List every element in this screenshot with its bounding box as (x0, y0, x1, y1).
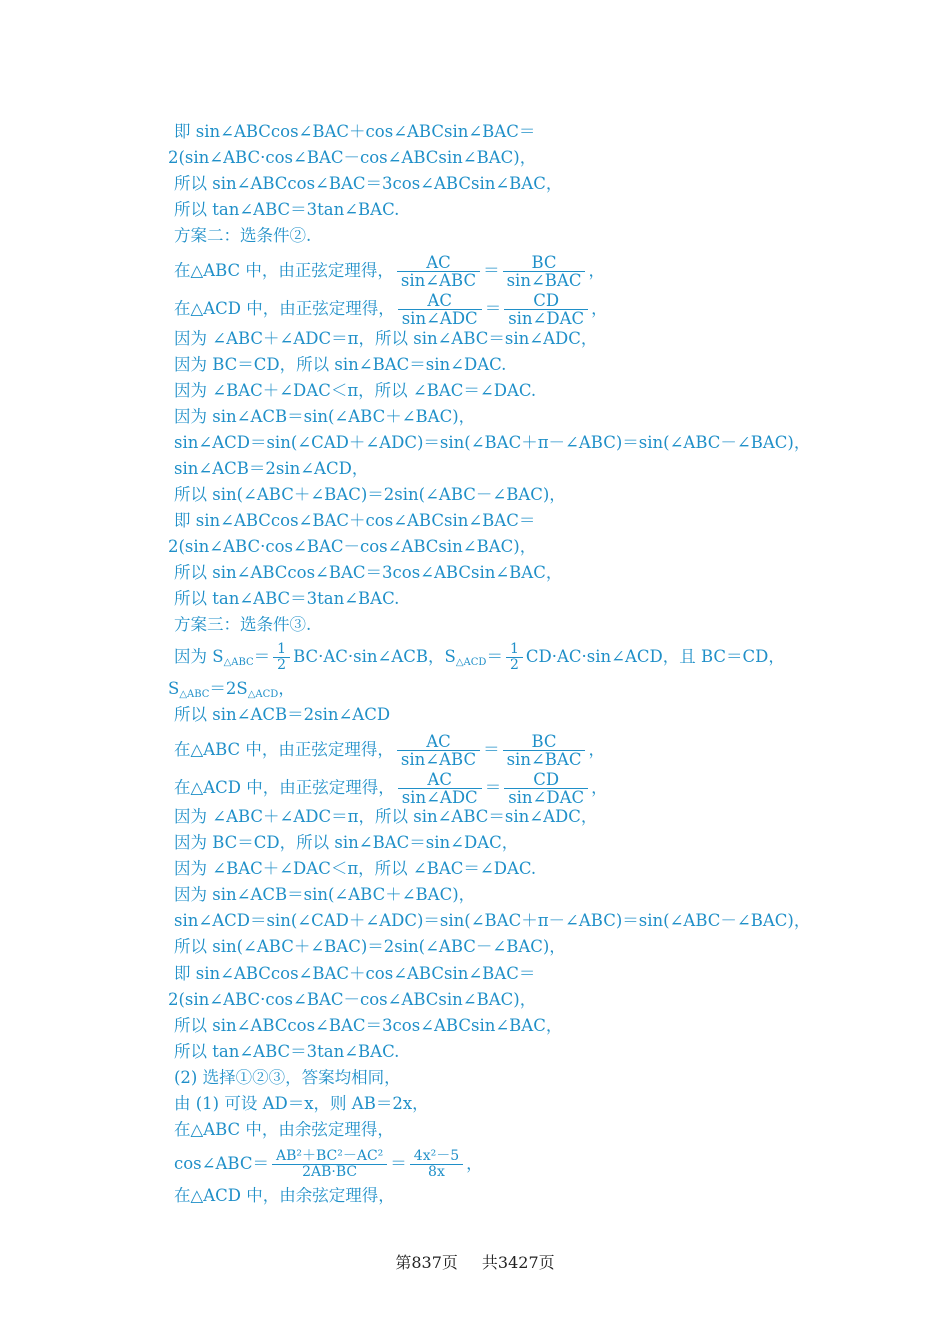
text-line: 因为 sin∠ACB＝sin(∠ABC＋∠BAC)， (174, 407, 476, 426)
fraction (504, 771, 588, 806)
subscript: △ABC (179, 689, 210, 700)
fraction-denominator: sin∠ADC (398, 788, 482, 806)
fraction-denominator: 2AB·BC (272, 1164, 387, 1180)
equation-prefix: 在△ACD 中，由正弦定理得， (174, 299, 395, 318)
fraction (397, 254, 480, 289)
subscript: △ACD (455, 657, 487, 668)
text-line: 因为 sin∠ACB＝sin(∠ABC＋∠BAC)， (174, 885, 476, 904)
text-line: 因为 BC＝CD，所以 sin∠BAC＝sin∠DAC. (174, 355, 507, 374)
fraction-denominator: sin∠BAC (503, 271, 586, 289)
fraction-equation-line: 在△ACD 中，由正弦定理得， $\frac{AC}{\text{sin∠ADC}}$ ＝ $\frac{CD}{\text{sin∠DAC}}$ ， (174, 770, 608, 807)
text-line: 因为 ∠ABC＋∠ADC＝π，所以 sin∠ABC＝sin∠ADC， (174, 807, 598, 826)
equation-suffix: ， (466, 1154, 483, 1173)
text-line: sin∠ACD＝sin(∠CAD＋∠ADC)＝sin(∠BAC＋π－∠ABC)＝sin(∠ABC－∠BAC)， (174, 433, 811, 452)
equation-text: ＝2S (209, 679, 248, 698)
fraction (503, 254, 586, 289)
fraction-numerator: AB²＋BC²－AC² (275, 1148, 384, 1164)
equation-suffix: ， (588, 261, 605, 280)
subscript: △ABC (223, 657, 254, 668)
fraction-numerator: CD (533, 770, 560, 789)
text-line: 因为 BC＝CD，所以 sin∠BAC＝sin∠DAC， (174, 833, 519, 852)
fraction-numerator: AC (426, 253, 451, 272)
text-line: 即 sin∠ABCcos∠BAC＋cos∠ABCsin∠BAC＝ (174, 964, 536, 983)
fraction-numerator: CD (533, 291, 560, 310)
section-heading: 方案三：选条件③. (174, 615, 312, 634)
fraction-equation-line: 在△ABC 中，由正弦定理得， $\frac{AC}{\text{sin∠ABC}}$ ＝ $\frac{BC}{\text{sin∠BAC}}$ ， (174, 253, 605, 290)
fraction (504, 292, 588, 327)
fraction-denominator: sin∠DAC (504, 309, 588, 327)
text-line: (2) 选择①②③，答案均相同， (174, 1068, 401, 1087)
fraction-numerator: AC (427, 291, 452, 310)
fraction-denominator: 8x (410, 1164, 463, 1180)
page-number: 第837页 (395, 1253, 458, 1272)
text-line: 所以 tan∠ABC＝3tan∠BAC. (174, 1042, 400, 1061)
text-line: 所以 sin∠ABCcos∠BAC＝3cos∠ABCsin∠BAC， (174, 174, 563, 193)
section-heading: 方案二：选条件②. (174, 226, 312, 245)
fraction-equation-line: 在△ACD 中，由正弦定理得， $\frac{AC}{\text{sin∠ADC}}$ ＝ $\frac{CD}{\text{sin∠DAC}}$ ， (174, 291, 608, 328)
text-line: 所以 sin(∠ABC＋∠BAC)＝2sin(∠ABC－∠BAC)， (174, 937, 566, 956)
text-line: 在△ABC 中，由余弦定理得， (174, 1120, 394, 1139)
fraction (398, 292, 482, 327)
area-relation-line (168, 678, 295, 706)
fraction-denominator: sin∠ADC (398, 309, 482, 327)
equation-text: CD·AC·sin∠ACD，且 BC＝CD， (525, 647, 785, 666)
fraction-numerator: 4x²－5 (413, 1148, 460, 1164)
equation-text: ＝ (253, 647, 271, 666)
text-line: 所以 tan∠ABC＝3tan∠BAC. (174, 200, 400, 219)
equation-suffix: ， (591, 299, 608, 318)
fraction-denominator: sin∠ABC (397, 271, 480, 289)
text-line: sin∠ACB＝2sin∠ACD， (174, 459, 369, 478)
fraction (272, 1149, 387, 1180)
text-line: 因为 ∠ABC＋∠ADC＝π，所以 sin∠ABC＝sin∠ADC， (174, 329, 598, 348)
fraction-numerator: AC (426, 732, 451, 751)
area-equation-line (174, 642, 785, 674)
text-line: 由 (1) 可设 AD＝x，则 AB＝2x， (174, 1094, 429, 1113)
text-line: 即 sin∠ABCcos∠BAC＋cos∠ABCsin∠BAC＝ (174, 511, 536, 530)
page-footer (0, 1250, 950, 1273)
fraction-equation-line: 在△ABC 中，由正弦定理得， $\frac{AC}{\text{sin∠ABC}}$ ＝ $\frac{BC}{\text{sin∠BAC}}$ ， (174, 732, 605, 769)
fraction (410, 1149, 463, 1180)
equation-suffix: ， (591, 778, 608, 797)
fraction-numerator: BC (531, 253, 557, 272)
fraction-numerator: AC (427, 770, 452, 789)
text-line: 因为 ∠BAC＋∠DAC＜π，所以 ∠BAC＝∠DAC. (174, 381, 537, 400)
equation-prefix: cos∠ABC＝ (174, 1154, 269, 1173)
equation-text: ＝ (486, 647, 503, 666)
text-line: 2(sin∠ABC·cos∠BAC－cos∠ABCsin∠BAC)， (168, 990, 537, 1009)
fraction (273, 642, 290, 673)
subscript: △ACD (247, 689, 279, 700)
equation-suffix: ， (588, 740, 605, 759)
text-line: 所以 tan∠ABC＝3tan∠BAC. (174, 589, 400, 608)
fraction (398, 771, 482, 806)
fraction-denominator: 2 (506, 657, 523, 673)
fraction-numerator: BC (531, 732, 557, 751)
fraction-equation-line (174, 1149, 483, 1180)
text-line: 即 sin∠ABCcos∠BAC＋cos∠ABCsin∠BAC＝ (174, 122, 536, 141)
total-pages: 共3427页 (481, 1253, 555, 1272)
text-line: sin∠ACD＝sin(∠CAD＋∠ADC)＝sin(∠BAC＋π－∠ABC)＝sin(∠ABC－∠BAC)， (174, 911, 811, 930)
fraction-denominator: sin∠ABC (397, 750, 480, 768)
fraction-denominator: 2 (273, 657, 290, 673)
fraction (397, 733, 480, 768)
equation-text: 因为 S (174, 647, 224, 666)
fraction-numerator: 1 (509, 641, 519, 657)
fraction-denominator: sin∠BAC (503, 750, 586, 768)
text-line: 在△ACD 中，由余弦定理得， (174, 1186, 395, 1205)
fraction-denominator: sin∠DAC (504, 788, 588, 806)
equation-text: BC·AC·sin∠ACB，S (293, 647, 456, 666)
equation-prefix: 在△ABC 中，由正弦定理得， (174, 740, 394, 759)
text-line: 所以 sin∠ABCcos∠BAC＝3cos∠ABCsin∠BAC， (174, 563, 563, 582)
equation-text: S (168, 679, 180, 698)
equation-prefix: 在△ABC 中，由正弦定理得， (174, 261, 394, 280)
text-line: 2(sin∠ABC·cos∠BAC－cos∠ABCsin∠BAC)， (168, 148, 537, 167)
text-line: 所以 sin(∠ABC＋∠BAC)＝2sin(∠ABC－∠BAC)， (174, 485, 566, 504)
equation-prefix: 在△ACD 中，由正弦定理得， (174, 778, 395, 797)
fraction (506, 642, 523, 673)
text-line: 2(sin∠ABC·cos∠BAC－cos∠ABCsin∠BAC)， (168, 537, 537, 556)
equation-text: ＝ (390, 1154, 407, 1173)
text-line: 所以 sin∠ACB＝2sin∠ACD (174, 705, 391, 724)
text-line: 所以 sin∠ABCcos∠BAC＝3cos∠ABCsin∠BAC， (174, 1016, 563, 1035)
fraction (503, 733, 586, 768)
text-line: 因为 ∠BAC＋∠DAC＜π，所以 ∠BAC＝∠DAC. (174, 859, 537, 878)
equation-text: ， (278, 679, 295, 698)
fraction-numerator: 1 (277, 641, 287, 657)
